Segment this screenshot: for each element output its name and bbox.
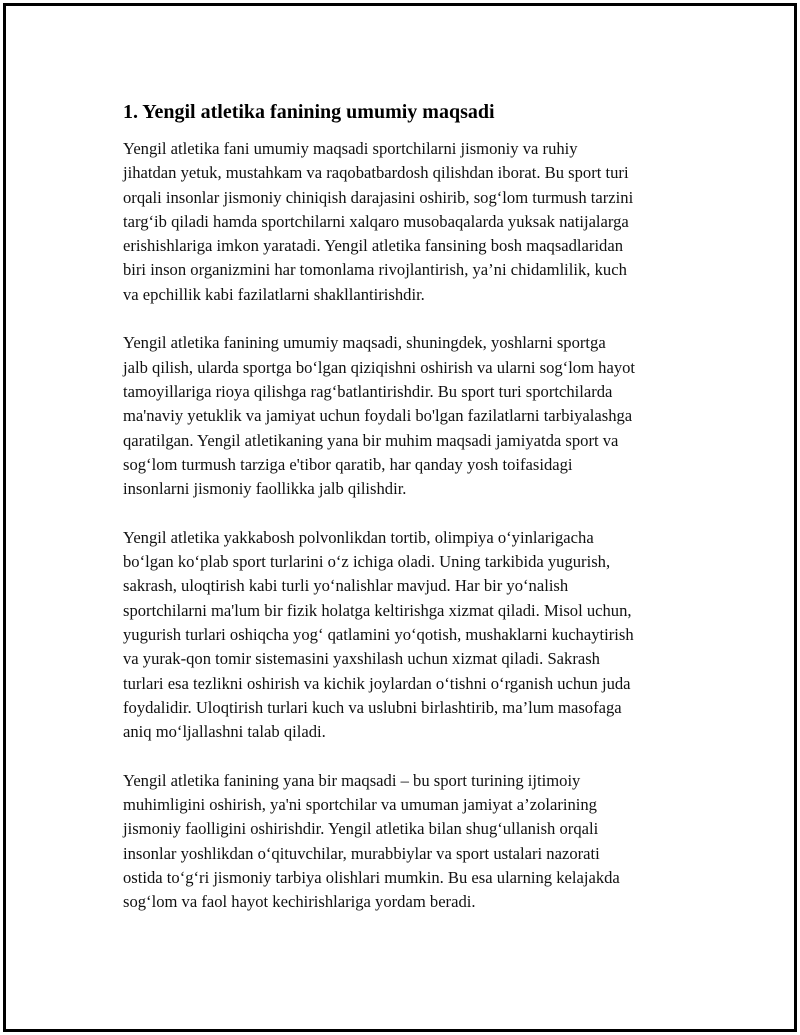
- text-line: qaratilgan. Yengil atletikaning yana bir muhim maqsadi jamiyatda sport va: [123, 430, 619, 450]
- section-heading: 1. Yengil atletika fanining umumiy maqsadi: [123, 101, 495, 123]
- text-line: jihatdan yetuk, mustahkam va raqobatbardosh qilishdan iborat. Bu sport turi: [123, 163, 629, 183]
- text-line: bo‘lgan ko‘plab sport turlarini o‘z ichiga oladi. Uning tarkibida yugurish,: [123, 552, 611, 572]
- paragraph-3: [123, 526, 703, 745]
- text-line: va yurak-qon tomir sistemasini yaxshilash uchun xizmat qiladi. Sakrash: [123, 649, 600, 669]
- text-line: targ‘ib qiladi hamda sportchilarni xalqaro musobaqalarda yuksak natijalarga: [123, 211, 629, 231]
- paragraph-4: [123, 769, 703, 915]
- text-line: erishishlariga imkon yaratadi. Yengil atletika fansining bosh maqsadlaridan: [123, 236, 624, 256]
- paragraphs-container: [123, 137, 703, 915]
- text-line: muhimligini oshirish, ya'ni sportchilar va umuman jamiyat a’zolarining: [123, 795, 597, 815]
- text-line: Yengil atletika fani umumiy maqsadi sportchilarni jismoniy va ruhiy: [123, 139, 578, 158]
- text-line: insonlarni jismoniy faollikka jalb qilishdir.: [123, 479, 407, 499]
- text-line: ma'naviy yetuklik va jamiyat uchun foydali bo'lgan fazilatlarni tarbiyalashga: [123, 406, 633, 426]
- text-line: va epchillik kabi fazilatlarni shakllantirishdir.: [123, 284, 425, 304]
- text-line: Yengil atletika fanining yana bir maqsadi – bu sport turining ijtimoiy: [123, 770, 581, 790]
- text-line: Yengil atletika fanining umumiy maqsadi, shuningdek, yoshlarni sportga: [123, 333, 606, 353]
- page-frame: [3, 3, 797, 1032]
- text-line: jalb qilish, ularda sportga bo‘lgan qiziqishni oshirish va ularni sog‘lom hayot: [123, 357, 636, 377]
- text-line: biri inson organizmini har tomonlama rivojlantirish, ya’ni chidamlilik, kuch: [123, 260, 627, 280]
- text-line: sog‘lom va faol hayot kechirishlariga yordam beradi.: [123, 892, 476, 912]
- text-line: ostida to‘g‘ri jismoniy tarbiya olishlari mumkin. Bu esa ularning kelajakda: [123, 867, 620, 887]
- paragraph-2: [123, 331, 703, 501]
- text-line: turlari esa tezlikni oshirish va kichik joylardan o‘tishni o‘rganish uchun juda: [123, 673, 631, 693]
- text-line: jismoniy faolligini oshirishdir. Yengil atletika bilan shug‘ullanish orqali: [123, 819, 599, 839]
- text-line: aniq mo‘ljallashni talab qiladi.: [123, 722, 326, 742]
- text-line: tamoyillariga rioya qilishga rag‘batlantirishdir. Bu sport turi sportchilarda: [123, 381, 613, 401]
- text-line: sakrash, uloqtirish kabi turli yo‘nalishlar mavjud. Har bir yo‘nalish: [123, 576, 569, 596]
- text-line: Yengil atletika yakkabosh polvonlikdan tortib, olimpiya o‘yinlarigacha: [123, 527, 594, 547]
- text-line: foydalidir. Uloqtirish turlari kuch va uslubni birlashtirib, ma’lum masofaga: [123, 697, 622, 717]
- text-line: sog‘lom turmush tarziga e'tibor qaratib, har qanday yosh toifasidagi: [123, 454, 573, 474]
- paragraph-1: [123, 137, 703, 307]
- text-line: sportchilarni ma'lum bir fizik holatga keltirishga xizmat qiladi. Misol uchun,: [123, 600, 632, 620]
- text-line: orqali insonlar jismoniy chiniqish darajasini oshirib, sog‘lom turmush tarzini: [123, 187, 634, 207]
- document-body: [123, 99, 703, 915]
- text-line: yugurish turlari oshiqcha yog‘ qatlamini yo‘qotish, mushaklarni kuchaytirish: [123, 624, 634, 644]
- text-line: insonlar yoshlikdan o‘qituvchilar, murabbiylar va sport ustalari nazorati: [123, 843, 600, 863]
